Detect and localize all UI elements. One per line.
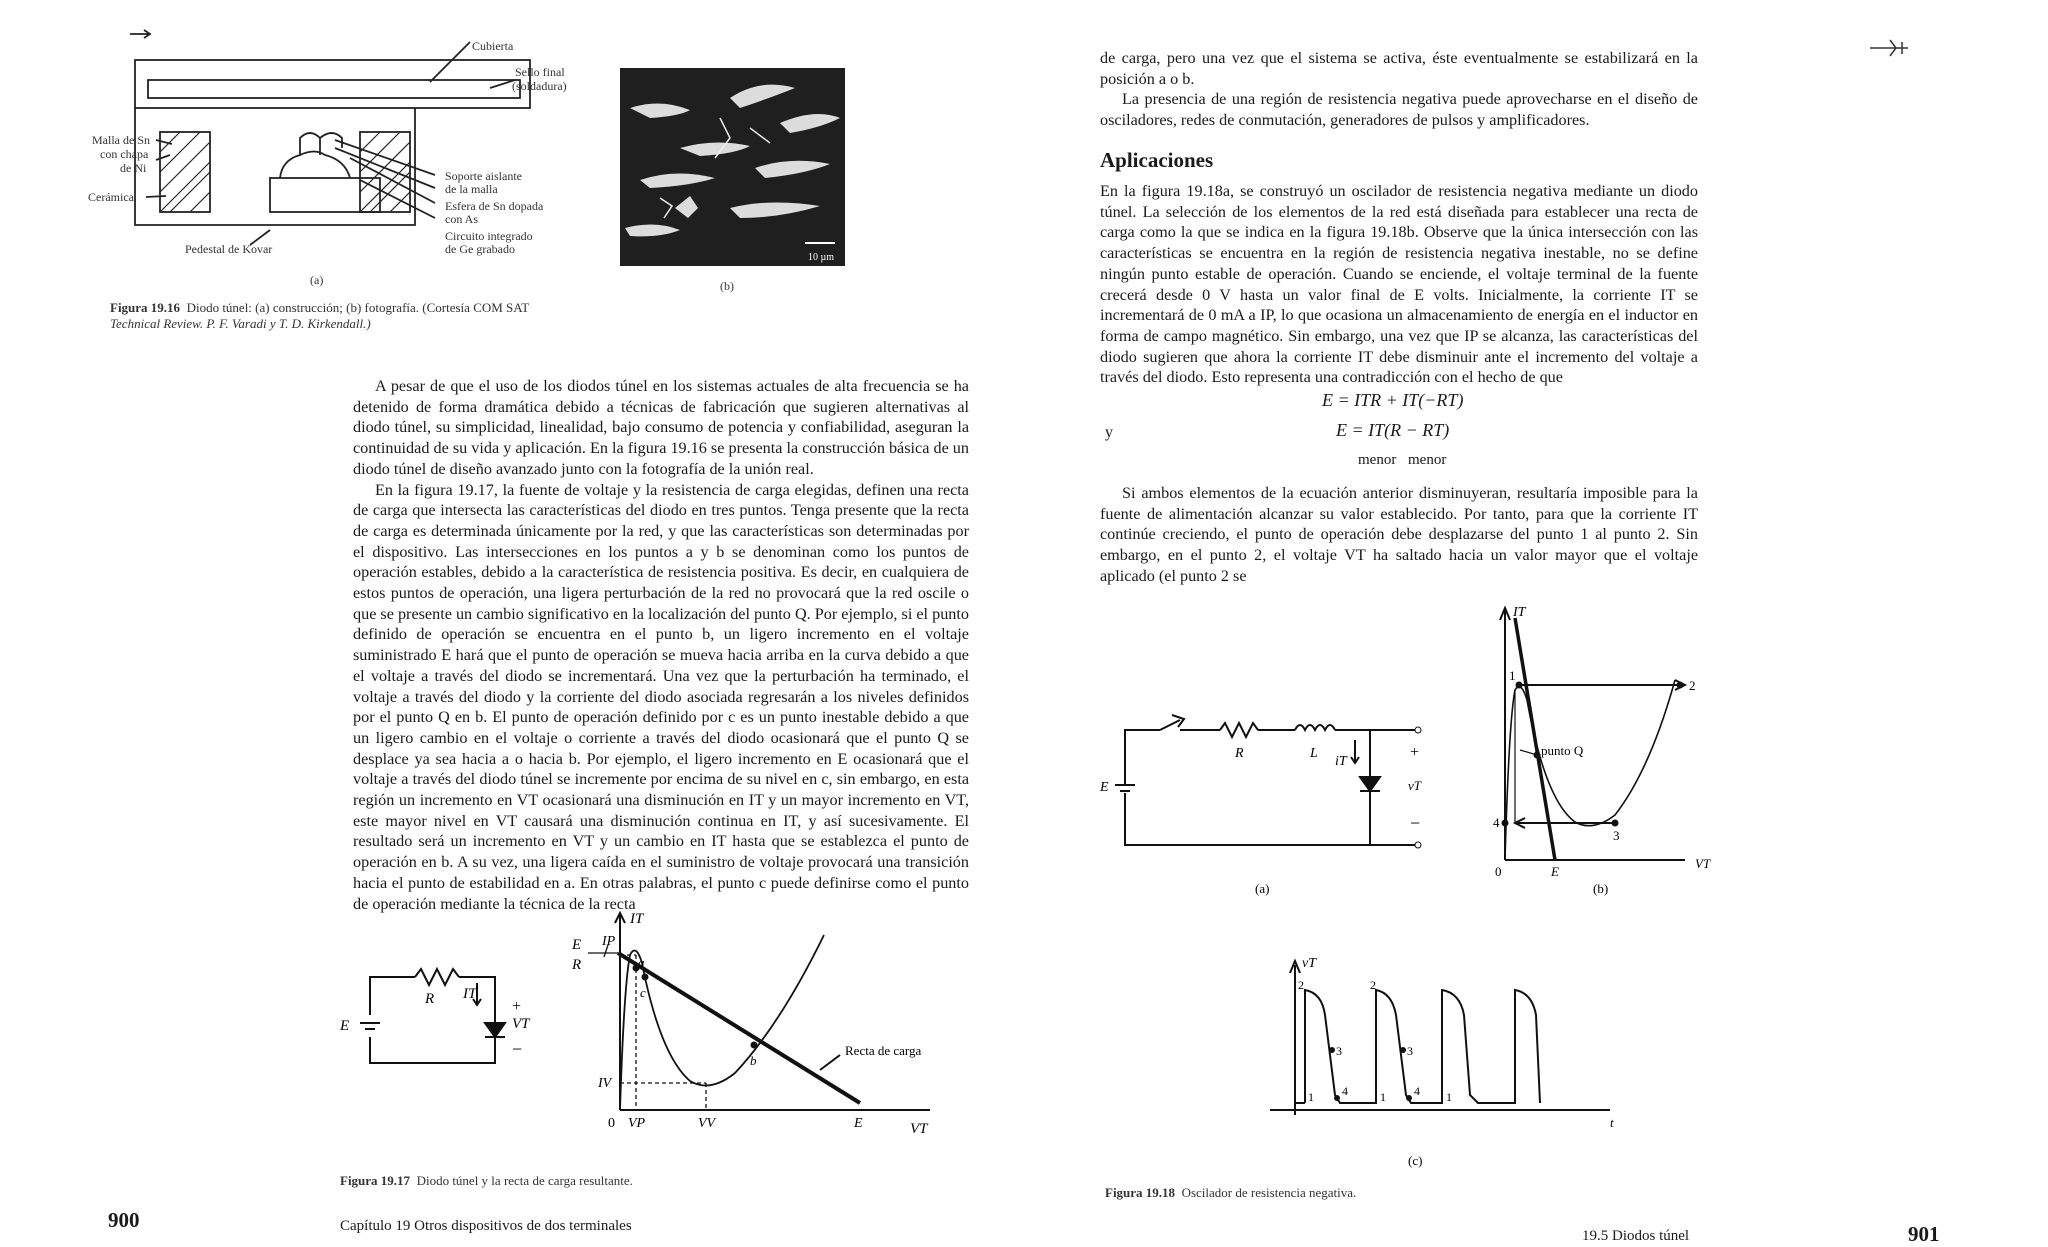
right-footer: 19.5 Diodos túnel [1582, 1228, 1690, 1244]
fig17-point-a: a [638, 955, 645, 970]
equation-underbrace-1: menor [1358, 452, 1397, 468]
fig17-point-c: c [640, 985, 646, 1000]
fig17-caption [340, 1173, 633, 1189]
fig17-axis-E: E [854, 1116, 863, 1131]
label-malla-2: con chapa [100, 147, 149, 161]
fig18c-sublabel: (c) [1408, 1153, 1423, 1168]
fig18b-axis-VT: VT [1695, 856, 1711, 871]
label-circuito-2: de Ge grabado [445, 242, 515, 256]
fig18c-point-1c: 1 [1446, 1090, 1452, 1104]
fig18c-point-1b: 1 [1380, 1090, 1386, 1104]
fig17-label-IT: IT [463, 986, 477, 1002]
fig17-VV: VV [698, 1116, 716, 1131]
fig17-label-minus: − [512, 1039, 523, 1059]
fig17-VP: VP [628, 1116, 646, 1131]
label-sub-b: (b) [720, 279, 734, 293]
fig16-caption-number: Figura 19.16 [110, 300, 181, 315]
fig17-loadline-label: Recta de carga [845, 1043, 922, 1058]
fig18a-oscillator-circuit [1100, 685, 1440, 900]
fig17-axis-VT: VT [910, 1121, 928, 1137]
left-page-number: 900 [108, 1208, 140, 1232]
fig16a-construction-diagram [88, 20, 630, 300]
left-paragraph-2: En la figura 19.17, la fuente de voltaje y la resistencia de carga elegidas, definen una recta de carga que intersecta las características del diodo en tres puntos. Tenga presente que la recta de carga es determinada únicamente por la red, y que las características son determinadas por el dispositivo. Las intersecciones en los puntos a y b se denominan como los puntos de operación estables, debido a la característica de resistencia positiva. Es decir, en cualquiera de estos puntos de operación, una ligera perturbación de la red no provocará que la red oscile o que se presente un cambio significativo en la localización del punto Q. Por ejemplo, si el punto definido de operación se encuentra en el punto b, un ligero incremento en el voltaje suministrado E hará que el punto de operación se mueva hacia arriba en la curva debido a que el voltaje a través del diodo se incrementará. Una vez que la perturbación ha terminado, el voltaje a través del diodo y la corriente del diodo asociada regresarán a los niveles definidos por el punto Q en b. El punto de operación definido por c es un punto inestable debido a que un ligero cambio en el voltaje o corriente a través del diodo ocasionará que el punto Q se desplace ya sea hacia a o hacia b. Por ejemplo, el ligero incremento en E ocasionará que el voltaje a través del diodo túnel se incremente por encima de su nivel en c, sin embargo, en esta región un incremento en VT ocasionará una disminución en IT y un mayor incremento en VT, este mayor nivel en VT causará una disminución continua en IT, y así sucesivamente. El resultado será un incremento en VT y un cambio en IT hasta que se establezca el punto de operación en b. A su vez, una ligera caída en el suministro de voltaje provocará una transición hacia el punto de estabilidad en a. En otras palabras, el punto c puede definirse como el punto de operación mediante la técnica de la recta [353, 480, 969, 913]
label-circuito-1: Circuito integrado [445, 229, 533, 243]
left-footer: Capítulo 19 Otros dispositivos de dos terminales [340, 1218, 632, 1234]
label-pedestal: Pedestal de Kovar [185, 242, 273, 256]
fig18a-label-plus: + [1410, 744, 1420, 761]
fig18c-axis-t: t [1610, 1115, 1614, 1130]
fig18-caption-number: Figura 19.18 [1105, 1185, 1176, 1200]
label-esfera-1: Esfera de Sn dopada [445, 199, 544, 213]
right-paragraph-negative: La presencia de una región de resistencia negativa puede aprovecharse en el diseño de osciladores, redes de conmutación, generadores de pulsos y amplificadores. [1100, 90, 1698, 130]
fig18b-point-1: 1 [1509, 668, 1516, 683]
fig18c-point-3a: 3 [1336, 1044, 1342, 1058]
fig18c-point-2b: 2 [1370, 978, 1376, 992]
fig18a-sublabel: (a) [1255, 881, 1270, 896]
fig18a-label-minus: − [1410, 813, 1421, 833]
scale-bar-label: 10 µm [808, 252, 835, 263]
label-soldadura: (soldadura) [512, 79, 567, 93]
fig17-IV: IV [598, 1076, 612, 1091]
label-sello: Sello final [515, 65, 565, 79]
right-top-text [1100, 48, 1698, 131]
equation-underbrace-2: menor [1408, 452, 1447, 468]
fig18c-point-1a: 1 [1308, 1090, 1314, 1104]
fig18a-label-vT: vT [1408, 778, 1421, 793]
fig17-caption-number: Figura 19.17 [340, 1173, 411, 1188]
fig18-caption-text: Oscilador de resistencia negativa. [1181, 1185, 1357, 1200]
fig18c-point-4b: 4 [1414, 1084, 1420, 1098]
fig18a-label-E: E [1100, 780, 1109, 795]
fig18b-zero: 0 [1495, 864, 1502, 879]
label-malla-3: de Ni [120, 161, 147, 175]
fig16-caption [110, 300, 610, 332]
fig17-axis-IT: IT [630, 911, 644, 927]
label-esfera-2: con As [445, 212, 478, 226]
fig18a-label-R: R [1235, 746, 1244, 761]
applications-text [1100, 181, 1698, 388]
fig18b-axis-E: E [1551, 864, 1559, 879]
corner-mark-icon [1868, 38, 1918, 58]
fig17-label-plus: + [512, 998, 522, 1015]
fig18a-label-iT: iT [1335, 754, 1347, 769]
label-malla-1: Malla de Sn [92, 133, 150, 147]
fig17-label-VT: VT [512, 1016, 530, 1032]
after-equation-text [1100, 483, 1698, 587]
fig18c-point-3b: 3 [1407, 1044, 1413, 1058]
fig17-zero: 0 [608, 1116, 615, 1131]
fig18c-point-2a: 2 [1298, 978, 1304, 992]
fig18b-point-4: 4 [1493, 815, 1500, 830]
label-soporte-1: Soporte aislante [445, 169, 522, 183]
fig16-caption-line1: Diodo túnel: (a) construcción; (b) fotografía. (Cortesía COM SAT [186, 300, 530, 315]
fig17-caption-text: Diodo túnel y la recta de carga resultante. [416, 1173, 633, 1188]
fig18b-axis-IT: IT [1513, 605, 1526, 620]
fig16-caption-line2: Technical Review. P. F. Varadi y T. D. Kirkendall.) [110, 316, 371, 331]
fig18b-point-2: 2 [1689, 678, 1696, 693]
right-page-number: 901 [1908, 1222, 1940, 1246]
fig17-label-R: R [425, 991, 435, 1007]
fig17-IP: IP [602, 934, 616, 949]
label-sub-a: (a) [310, 273, 324, 287]
fig17-ER-bottom: R [572, 957, 582, 973]
equation-1: E = ITR + IT(−RT) [1322, 390, 1464, 410]
right-paragraph-continuation: de carga, pero una vez que el sistema se activa, éste eventualmente se estabilizará en la posición a o b. [1100, 49, 1698, 88]
label-ceramica: Cerámica [88, 190, 134, 204]
section-heading-aplicaciones: Aplicaciones [1100, 148, 1214, 172]
left-body-text [353, 376, 969, 914]
label-soporte-2: de la malla [445, 182, 498, 196]
fig18a-label-L: L [1310, 746, 1318, 761]
fig18c-point-4a: 4 [1342, 1084, 1348, 1098]
applications-paragraph: En la figura 19.18a, se construyó un oscilador de resistencia negativa mediante un diodo túnel. La selección de los elementos de la red está diseñada para establecer una recta de carga como la que se indica en la figura 19.18b. Observe que la única intersección con las características se encuentra en la región de resistencia negativa inestable, no se define ningún punto estable de operación. Cuando se enciende, el voltaje terminal de la fuente crecerá desde 0 V hasta un valor final de E volts. Inicialmente, la corriente IT se incrementará de 0 mA a IP, lo que ocasiona un almacenamiento de energía en el inductor en forma de campo magnético. Sin embargo, una vez que IP se alcanza, las características del diodo sugieren que ahora la corriente IT debe disminuir ante el incremento del voltaje a través del diodo. Esto representa una contradicción con el hecho de que [1100, 182, 1698, 387]
fig17-tunnel-diode-loadline [340, 905, 960, 1175]
fig17-ER-top: E [572, 937, 582, 953]
fig18c-axis-vT: vT [1302, 956, 1316, 971]
fig18b-sublabel: (b) [1593, 881, 1609, 896]
label-cubierta: Cubierta [472, 39, 514, 53]
fig18b-punto-q: punto Q [1541, 743, 1584, 758]
equation-conjunction: y [1105, 424, 1113, 441]
fig18-caption [1105, 1185, 1356, 1201]
left-paragraph-1: A pesar de que el uso de los diodos túnel en los sistemas actuales de alta frecuencia se ha detenido de forma dramática debido a técnicas de fabricación que sugieren alternativas al diodo túnel, su simplicidad, linealidad, bajo consumo de potencia y confiabilidad, aseguran la continuidad de su vida y aplicación. En la figura 19.16 se presenta la construcción básica de un diodo túnel de diseño avanzado junto con la fotografía de la unión real. [353, 377, 969, 478]
fig17-label-E: E [340, 1018, 350, 1034]
fig18b-point-3: 3 [1613, 828, 1620, 843]
after-equation-paragraph: Si ambos elementos de la ecuación anterior disminuyeran, resultaría imposible para la fuente de alimentación alcanzar su valor establecido. Por tanto, para que la corriente IT continúe creciendo, el punto de operación debe desplazarse del punto 1 al punto 2. Sin embargo, en el punto 2, el voltaje VT ha saltado hacia un valor mayor que el voltaje aplicado (el punto 2 se [1100, 484, 1698, 585]
fig17-point-b: b [750, 1053, 757, 1068]
fig18b-loadline-plot [1475, 600, 1725, 900]
fig16b-photograph [620, 68, 850, 293]
fig18c-waveform [1270, 955, 1640, 1175]
equation-2: E = IT(R − RT) [1336, 420, 1450, 440]
